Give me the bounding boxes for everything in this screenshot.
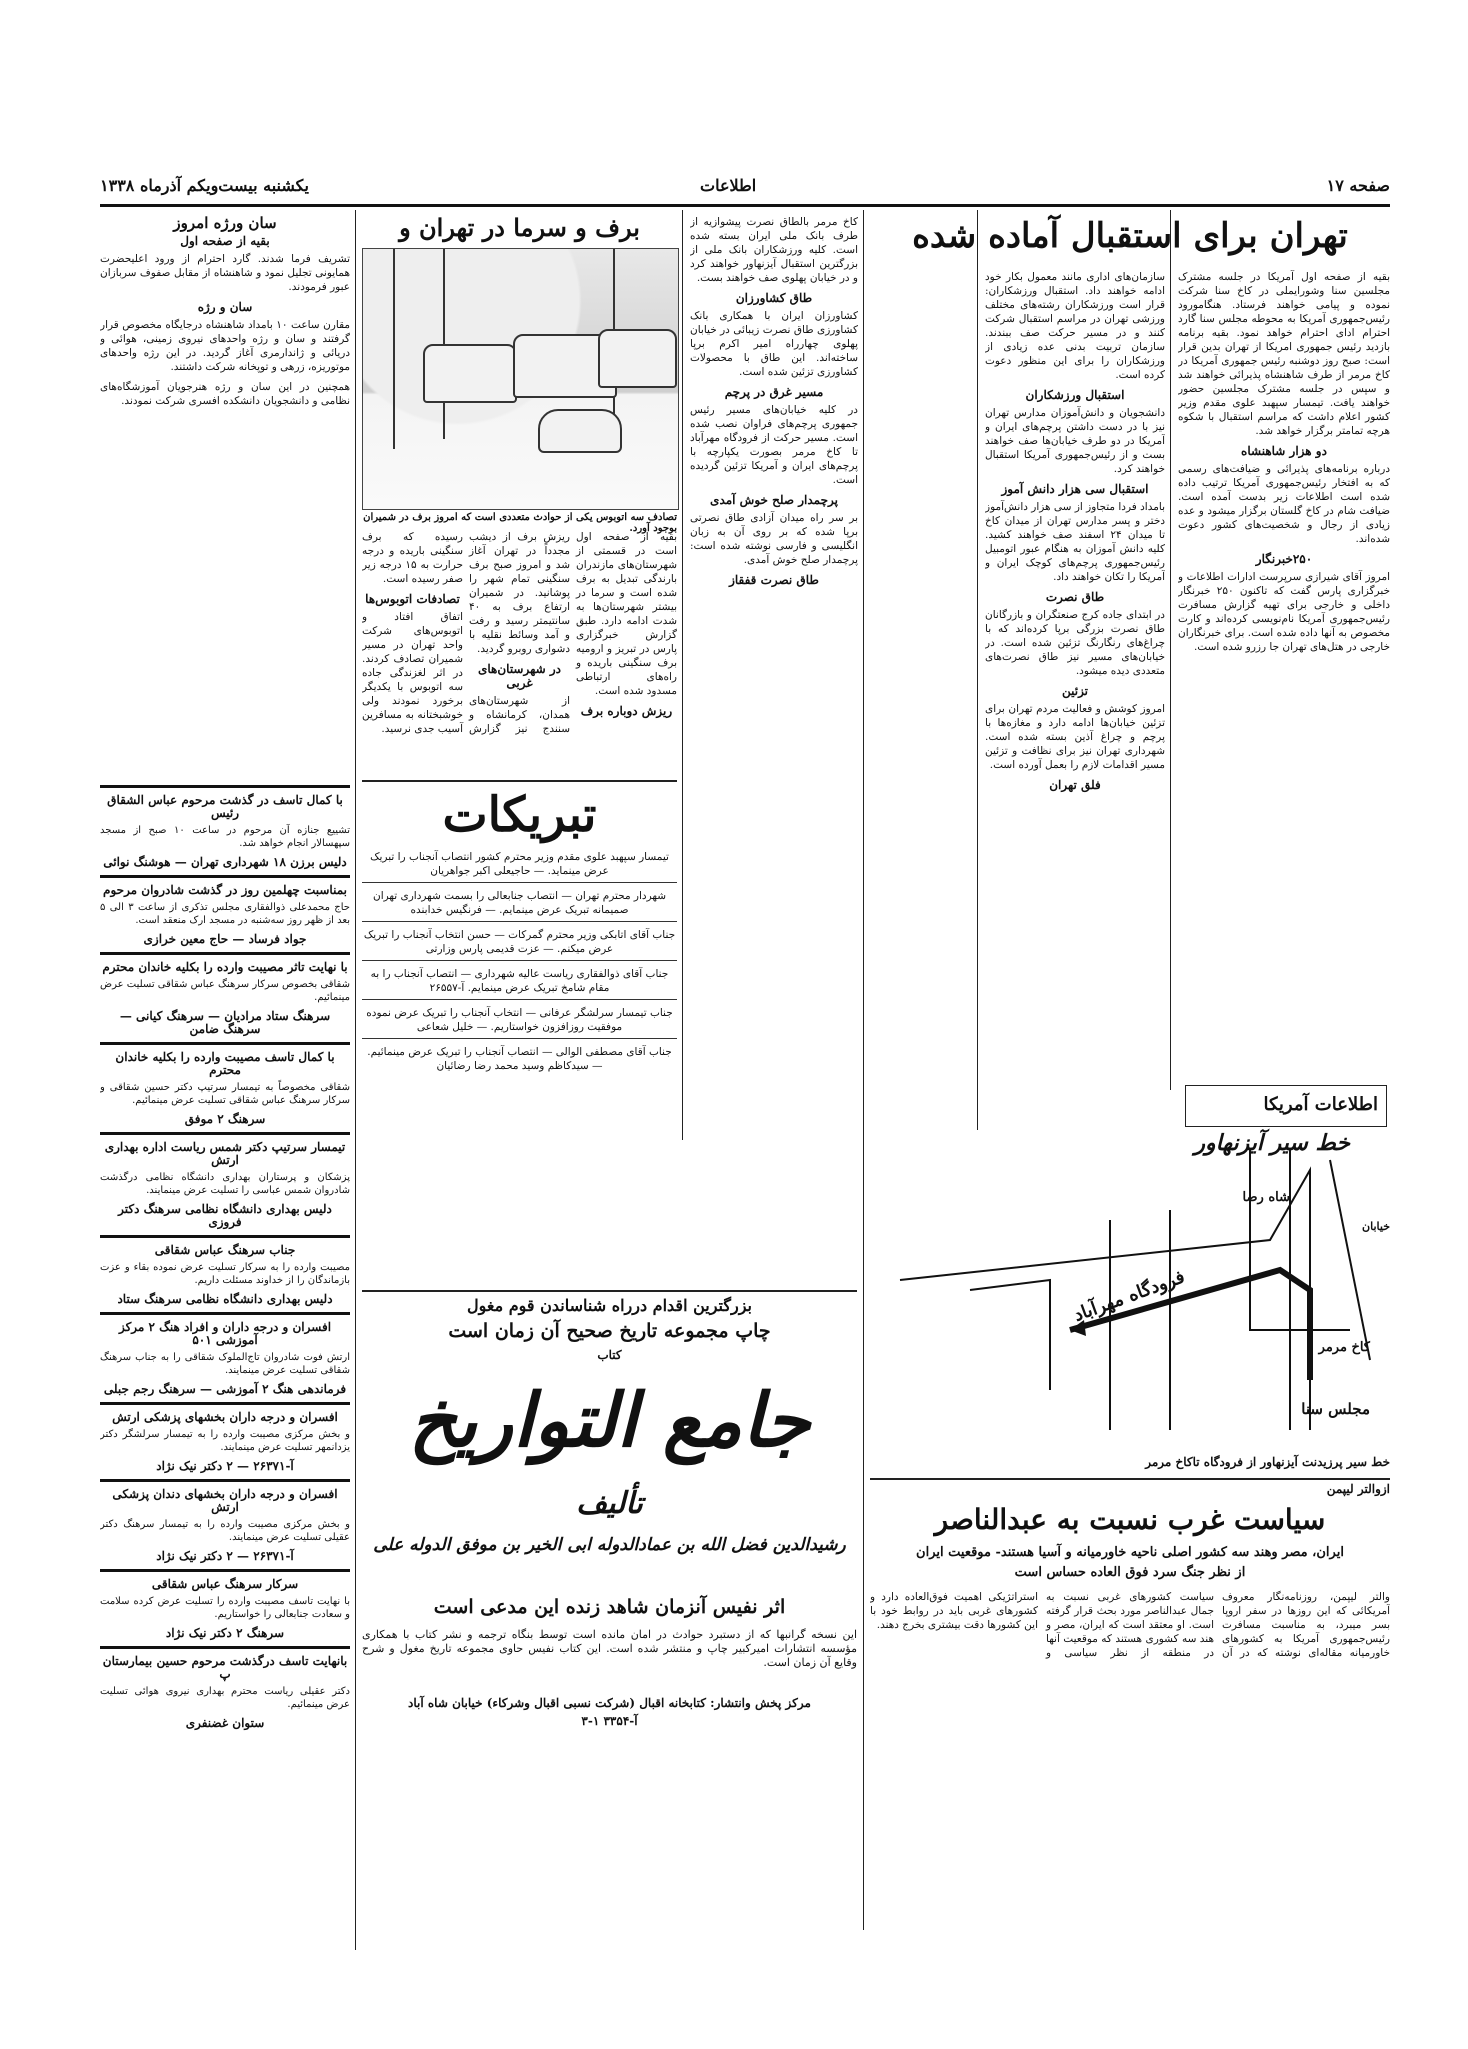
ad-body: این نسخه گرانبها که از دستبرد حوادث در امان مانده است توسط بنگاه ترجمه و نشر کتاب با همکاری مؤسسه انتشارات امیرکبیر چاپ و منتشر شده است. این کتاب نفیس حاوی مجموعه تاریخ مغول و شرح وقایع آن زمان است. (362, 1628, 857, 1669)
notice (100, 1235, 350, 1306)
notice-title: جناب سرهنگ عباس شقاقی (154, 1243, 296, 1257)
subheading: استقبال سی هزار دانش آموز (1001, 482, 1149, 496)
tabrik-item: تیمسار سپهبد علوی مقدم وزیر محترم کشور انتصاب آنجناب را تبریک عرض مینماید. — حاجیعلی اکبر جواهریان (362, 850, 677, 883)
notice-body: دکتر عقیلی ریاست محترم بهداری نیروی هوائی تسلیت عرض مینمائیم. (100, 1686, 350, 1710)
notice-title: بانهایت تاسف درگذشت مرحوم حسین بیمارستان پ (102, 1654, 348, 1681)
tabrik-title: تبریکات (442, 787, 597, 843)
column-divider (863, 210, 864, 1930)
paragraph: کشاورزان ایران با همکاری بانک کشاورزی طاق نصرت زیبائی در خیابان پهلوی چهارراه امیر اکرم برپا ساخته‌اند. این طاق با محصولات کشاورزی تزئین شده است. (690, 310, 858, 378)
route-map (870, 1130, 1390, 1450)
subheading: در شهرستان‌های غربی (477, 662, 562, 690)
notice (100, 1569, 350, 1640)
ad-footer: مرکز پخش وانتشار: کتابخانه اقبال (شرکت نسبی اقبال وشرکاء) خیابان شاه آباد (408, 1696, 811, 1710)
subheading: فلق تهران (1049, 778, 1101, 792)
tree-icon (393, 249, 395, 449)
section-label: اطلاعات آمریکا (1263, 1094, 1378, 1115)
notice-body: مصیبت وارده را به سرکار تسلیت عرض نموده بقاء و عزت بازماندگان را از خداوند مسئلت داریم. (100, 1262, 350, 1286)
paragraph: کاخ مرمر بالطاق نصرت پیشوازیه از طرف بانک ملی ایران بسته شده است. کلیه ورزشکاران بانک ملی از بزرگترین استقبال آیزنهاور خواهند کرد و در خیابان پهلوی صف خواهند بست. (690, 216, 858, 284)
map-label: شاه رضا (1242, 1190, 1290, 1205)
section-label-box (1185, 1085, 1387, 1127)
divider (870, 1478, 1390, 1480)
ad-tagline: اثر نفیس آنزمان شاهد زنده این مدعی است (433, 1596, 786, 1618)
subheading: پرچمدار صلح خوش آمدی (710, 493, 838, 507)
subheading: طاق نصرت (1045, 590, 1105, 604)
notice (100, 952, 350, 1036)
tabrik-item: شهردار محترم تهران — انتصاب جنابعالی را بسمت شهرداری تهران صمیمانه تبریک عرض مینمایم. — فرنگیس خدابنده (362, 889, 677, 922)
main-headline: تهران برای استقبال آماده شده (912, 216, 1348, 256)
paragraph: سازمان‌های اداری مانند معمول بکار خود ادامه خواهند داد. استقبال ورزشکاران: قرار است ورزشکاران رشته‌های مختلف ورزشی تهران در مراسم استقبال شرکت کنند و در مسیر حرکت صف ببندند. سازمان تربیت بدنی عده زیادی از ورزشکاران را برای این منظور دعوت کرده است. (985, 271, 1165, 381)
paragraph: تشریف فرما شدند. گارد احترام از ورود اعلیحضرت همایونی تجلیل نمود و شاهنشاه از مقابل صفوف سربازان عبور فرمودند. (100, 253, 350, 293)
notice-body: و بخش مرکزی مصیبت وارده را به تیمسار سرهنگ دکتر عقیلی تسلیت عرض مینمایند. (100, 1519, 350, 1543)
notice-title: بمناسبت چهلمین روز در گذشت شادروان مرحوم (103, 883, 347, 897)
map-caption: خط سیر پرزیدنت آیزنهاور از فرودگاه تاکاخ مرمر (1145, 1455, 1390, 1469)
notice (100, 1479, 350, 1563)
tabrik-item: جناب آقای اتابکی وزیر محترم گمرکات — حسن انتخاب آنجناب را تبریک عرض میکنم. — عزت قدیمی پارس وزارتی (362, 928, 677, 961)
paragraph: بامداد فردا متجاوز از سی هزار دانش‌آموز دختر و پسر مدارس تهران از میدان کاخ تا میدان ۲۴ اسفند صف خواهند کشید. کلیه دانش آموزان به هنگام عبور اتومبیل رئیس‌جمهوری پرچم‌های کوچک ایران و آمریکا را تکان خواهند داد. (985, 501, 1165, 583)
notice (100, 1402, 350, 1473)
map-label: خیابان (1362, 1220, 1390, 1233)
subheading: سان و رژه (197, 300, 253, 314)
notice-sign: سرهنگ ستاد مرادیان — سرهنگ کیانی — سرهنگ ضامن (119, 1009, 331, 1036)
subheading: سان ورژه امروز (173, 214, 277, 232)
tabrik-item: جناب آقای ذوالفقاری ریاست عالیه شهرداری — انتصاب آنجناب را به مقام شامخ تبریک عرض مینمایم. آ-۲۶۵۵۷ (362, 967, 677, 1000)
tabrik-list (362, 850, 677, 1270)
map-label: مجلس سنا (1301, 1400, 1370, 1418)
notice-title: سرکار سرهنگ عباس شقاقی (151, 1577, 299, 1591)
notice-sign: آ-۲۶۳۷۱ — ۲ دکتر نیک نژاد (156, 1459, 294, 1473)
map-label-route: خط سیر آیزنهاور (1194, 1130, 1350, 1156)
paragraph: بقیه از صفحه اول آمریکا در جلسه مشترک مجلسین سنا وشورایملی در کاخ سنا شرکت نموده و پیامی خواهند فرستاد. هنگامورود رئیس‌جمهوری آمریکا به محوطه مجلس سنا گارد احترام ادای احترام خواهد نمود. بقیه برنامه بازدید رئیس جمهوری امریکا از تهران بدین قرار است: صبح روز دوشنبه رئیس جمهوری آمریکا در کاخ مرمر از طرف شاهنشاه پذیرائی خواهند شد و سپس در جلسه مشترک مجلسین حضور خواهند یافت. تیمسار سپهبد علوی مقدم وزیر کشور اعلام داشت که مراسم استقبال با شکوه هرچه تمامتر برگزار خواهد شد. (1178, 271, 1390, 437)
notice-title: افسران و درجه داران و افراد هنگ ۲ مرکز آموزشی ۵۰۱ (118, 1320, 332, 1347)
subheading: مسیر غرق در پرچم (724, 385, 824, 399)
condolence-notices (100, 785, 350, 1925)
notice-title: تیمسار سرتیپ دکتر شمس ریاست اداره بهداری ارتش (104, 1140, 346, 1167)
subheading: ۲۵۰خبرنگار (1255, 552, 1313, 566)
article-military-parade (100, 212, 350, 772)
notice-body: با نهایت تاسف مصیبت وارده را تسلیت عرض کرده سلامت و سعادت جنابعالی را خواستاریم. (100, 1596, 350, 1620)
issue-date: یکشنبه بیست‌ویکم آذرماه ۱۳۳۸ (100, 176, 309, 195)
paragraph: از شهرستان‌های همدان، کرمانشاه و سنندج نیز گزارش رسیده که برف سنگینی باریده و درجه حرارت به ۱۵ درجه زیر صفر رسیده است. (362, 531, 570, 735)
lippmann-headline: سیاست غرب نسبت به عبدالناصر (934, 1503, 1326, 1536)
book-advertisement (362, 1296, 857, 1926)
ad-label: کتاب (597, 1348, 622, 1362)
notice-sign: سرهنگ ۲ دکتر نیک نژاد (165, 1626, 285, 1640)
snow-accident-photo (362, 248, 679, 510)
divider (362, 1290, 857, 1292)
page-number: صفحه ۱۷ (1326, 176, 1390, 195)
book-title: جامع التواریخ (408, 1378, 811, 1464)
paragraph: درباره برنامه‌های پذیرائی و ضیافت‌های رسمی که به افتخار رئیس‌جمهوری آمریکا ترتیب داده شده است اطلاعات زیر بدست آمده است. ضیافت شام در کاخ گلستان برگزار میشود و عده زیادی از رجال و شخصیت‌های کشور دعوت شده‌اند. (1178, 463, 1390, 545)
notice-body: و بخش مرکزی مصیبت وارده را به تیمسار سرلشگر دکتر یزدانمهر تسلیت عرض مینمایند. (100, 1429, 350, 1453)
article-tehran-welcome-col2 (985, 270, 1165, 1130)
subheading: تصادفات اتوبوس‌ها (365, 592, 460, 606)
paragraph: امروز کوشش و فعالیت مردم تهران برای تزئین خیابان‌ها ادامه دارد و مغازه‌ها با پرچم و چراغ آذین بسته شده است. شهرداری تهران نیز برای نظافت و تزئین مسیر اقدامات لازم را بعمل آورده است. (985, 703, 1165, 771)
notice-sign: آ-۲۶۳۷۱ — ۲ دکتر نیک نژاد (156, 1549, 294, 1563)
notice-title: با نهایت تاثر مصیبت وارده را بکلیه خاندان محترم (102, 960, 348, 974)
column-divider (1170, 210, 1171, 1090)
notice-sign: فرماندهی هنگ ۲ آموزشی — سرهنگ رجم جبلی (103, 1382, 347, 1396)
article-tehran-welcome-col1 (1178, 270, 1390, 870)
notice-sign: دلیس برزن ۱۸ شهرداری تهران — هوشنگ نوائی (103, 855, 347, 869)
notice (100, 1312, 350, 1396)
paragraph: بقیه از صفحه اول است در قسمتی از شهرستان‌های مازندران بارندگی تبدیل به برف شده است و سرما در بیشتر شهرستان‌ها به شدت ادامه دارد. طبق گزارش خبرگزاری پارس در تبریز و ارومیه برف سنگینی باریده و راه‌های ارتباطی مسدود شده است. (576, 531, 677, 697)
notice (100, 875, 350, 946)
lippmann-body: والتر لیپمن، روزنامه‌نگار معروف آمریکائی که این روزها در سفر اروپا بسر میبرد، به مناسبت مسافرت رئیس‌جمهوری آمریکا به کشورهای خاورمیانه مقاله‌ای نوشته که در آن سیاست کشورهای غربی نسبت به جمال عبدالناصر مورد بحث قرار گرفته است. او معتقد است که ایران، مصر و هند سه کشوری هستند که موقعیت آنها در منطقه از نظر سیاسی و استراتژیکی اهمیت فوق‌العاده دارد و کشورهای غربی باید در روابط خود با این کشورها دقت بیشتری بخرج دهند. (870, 1591, 1390, 1659)
column-divider (682, 210, 683, 1140)
lippmann-subhead: از نظر جنگ سرد فوق العاده حساس است (1014, 1565, 1246, 1580)
notice-body: تشییع جنازه آن مرحوم در ساعت ۱۰ صبح از مسجد سپهسالار انجام خواهد شد. (100, 825, 350, 849)
snow-headline: برف و سرما در تهران و (399, 213, 640, 242)
paragraph: مقارن ساعت ۱۰ بامداد شاهنشاه درجایگاه مخصوص قرار گرفتند و سان و رژه واحدهای نیروی زمینی، هوائی و دریائی و ژاندارمری آغاز گردید. در این رژه واحدهای موتوریزه، زرهی و توپخانه شرکت داشتند. (100, 319, 350, 373)
lippmann-subhead: ایران، مصر وهند سه کشور اصلی ناحیه خاورمیانه و آسیا هستند- موقعیت ایران (916, 1545, 1344, 1560)
ad-line: بزرگترین اقدام درراه شناساندن قوم مغول (466, 1296, 752, 1315)
subheading: بقیه از صفحه اول (180, 234, 270, 248)
notice (100, 1132, 350, 1229)
notice-sign: دلیس بهداری دانشگاه نظامی سرهنگ دکتر فروزی (118, 1202, 332, 1229)
notice (100, 785, 350, 869)
subheading: استقبال ورزشکاران (1025, 388, 1125, 402)
map-label: کاخ مرمر (1318, 1340, 1370, 1355)
bus-icon (598, 329, 677, 388)
notice (100, 1646, 350, 1730)
paragraph: امروز آقای شیرازی سرپرست ادارات اطلاعات و خبرگزاری پارس گفت که تاکنون ۲۵۰ خبرنگار داخلی و خارجی برای تهیه گزارش مسافرت رئیس‌جمهوری آمریکا نام‌نویسی کرده‌اند و کارت مخصوص به آنها داده شده است. برای خبرنگاران خارجی در هتل‌های تهران جا رزرو شده است. (1178, 571, 1390, 653)
subheading: طاق نصرت قفقاز (729, 573, 819, 587)
notice-body: پزشکان و پرستاران بهداری دانشگاه نظامی درگذشت شادروان شمس عباسی را تسلیت عرض مینمایند. (100, 1172, 350, 1196)
header-rule (100, 204, 1390, 207)
notice-body: شقاقی بخصوص سرکار سرهنگ عباس شقاقی تسلیت عرض مینمائیم. (100, 979, 350, 1003)
tabrik-item: جناب آقای مصطفی الوالی — انتصاب آنجناب را تبریک عرض مینمائیم. — سیدکاظم وسید محمد رضا رضائیان (367, 1046, 672, 1072)
paragraph: در کلیه خیابان‌های مسیر رئیس جمهوری پرچم‌های فراوان نصب شده است. مسیر حرکت از فرودگاه مهرآباد تا کاخ مرمر بصورت یکپارچه با پرچم‌های ایران و آمریکا تزئین گردیده است. (690, 404, 858, 486)
ad-footer: آ-۳۳۵۴ ۱-۳ (581, 1714, 638, 1728)
notice-title: افسران و درجه داران بخشهای دندان پزشکی ارتش (112, 1487, 338, 1514)
ad-line: چاپ مجموعه تاریخ صحیح آن زمان است (448, 1320, 771, 1342)
notice-title: با کمال تاسف مصیبت وارده را بکلیه خاندان محترم (115, 1050, 335, 1077)
notice-body: شقاقی مخصوصاً به تیمسار سرتیپ دکتر حسین شقاقی و سرکار سرهنگ عباس شقاقی تسلیت عرض مینمائیم. (100, 1082, 350, 1106)
subheading: ریزش دوباره برف (580, 704, 673, 718)
map-label-airport: فرودگاه مهرآباد (1071, 1266, 1188, 1326)
page-header (100, 176, 1390, 198)
notice-body: ارتش فوت شادروان تاج‌الملوک شقاقی را به جناب سرهنگ شقاقی تسلیت عرض مینمایند. (100, 1352, 350, 1376)
paragraph: بر سر راه میدان آزادی طاق نصرتی برپا شده که بر روی آن به زبان انگلیسی و فارسی نوشته شده است: پرچمدار صلح خوش آمدی. (690, 512, 858, 566)
notice (100, 1042, 350, 1126)
book-author: رشیدالدین فضل الله بن عمادالدوله ابی الخیر بن موفق الدوله علی (373, 1535, 846, 1555)
paragraph: اتفاق افتاد و اتوبوس‌های شرکت واحد تهران در مسیر شمیران تصادف کردند. در اثر لغزندگی جاده سه اتوبوس با یکدیگر برخورد نمودند ولی خوشبختانه به مسافرین آسیب جدی نرسید. (362, 611, 463, 735)
notice-sign: دلیس بهداری دانشگاه نظامی سرهنگ ستاد (117, 1292, 333, 1306)
notice-sign: سرهنگ ۲ موفق (184, 1112, 266, 1126)
notice-body: حاج محمدعلی ذوالفقاری مجلس تذکری از ساعت ۳ الی ۵ بعد از ظهر روز سه‌شنبه در مسجد ارک منعقد است. (100, 902, 350, 926)
article-col3 (690, 215, 858, 1295)
notice-title: افسران و درجه داران بخشهای پزشکی ارتش (112, 1410, 338, 1424)
divider (362, 780, 677, 782)
route-line (1070, 1270, 1310, 1380)
subheading: طاق کشاورزان (735, 291, 813, 305)
notice-sign: ستوان غضنفری (185, 1716, 265, 1730)
article-source: ازوالتر لیپمن (1326, 1482, 1390, 1496)
column-divider (355, 210, 356, 1950)
author-label: تألیف (576, 1486, 643, 1521)
notice-title: با کمال تاسف در گذشت مرحوم عباس الشقاق رئیس (107, 793, 343, 820)
article-snow-body (362, 530, 677, 780)
car-icon (538, 409, 622, 453)
photo-caption: تصادف سه اتوبوس یکی از حوادث متعددی است که امروز برف در شمیران بوجود آورد. (363, 512, 677, 534)
paragraph: در ابتدای جاده کرج صنعتگران و بازرگانان طاق نصرت بزرگی برپا کرده‌اند که با چراغ‌های رنگارنگ تزئین شده است. در خیابان‌های مسیر نیز طاق نصرت‌های متعددی دیده میشود. (985, 609, 1165, 677)
newspaper-name: اطلاعات (700, 176, 757, 195)
bus-icon (423, 344, 517, 403)
notice-sign: جواد فرساد — حاج معین خرازی (143, 932, 307, 946)
subheading: تزئین (1061, 684, 1089, 698)
subheading: دو هزار شاهنشاه (1241, 444, 1327, 458)
paragraph: دانشجویان و دانش‌آموزان مدارس تهران نیز با در دست داشتن پرچم‌های ایران و آمریکا در دو طرف خیابان‌ها صف خواهند بست و از رئیس‌جمهوری آمریکا استقبال خواهند کرد. (985, 407, 1165, 475)
paragraph: ریزش برف از دیشب مجدداً در تهران آغاز شد و امروز صبح برف سنگینی تمام شهر را پوشانید. در شمیران ارتفاع برف به ۴۰ سانتیمتر رسید و رفت و آمد وسائط نقلیه با دشواری روبرو گردید. (469, 531, 570, 655)
tabrik-item: جناب تیمسار سرلشگر عرفانی — انتخاب آنجناب را تبریک عرض نموده موفقیت روزافزون خواستاریم. — خلیل شعاعی (362, 1006, 677, 1039)
paragraph: همچنین در این سان و رژه هنرجویان آموزشگاه‌های نظامی و دانشجویان دانشکده افسری شرکت نمودند. (100, 381, 350, 407)
